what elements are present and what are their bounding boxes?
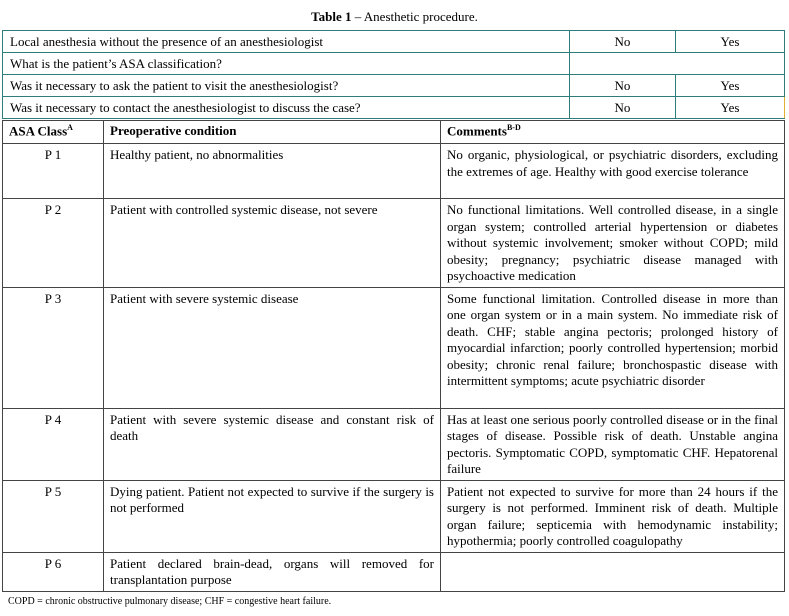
asa-class-cell: P 3 (3, 287, 104, 408)
question-row (3, 75, 785, 97)
answer-yes[interactable]: Yes (676, 31, 785, 53)
condition-cell: Patient with severe systemic disease and constant risk of death (104, 408, 441, 480)
answer-field[interactable] (570, 53, 785, 75)
condition-cell: Patient with controlled systemic disease, not severe (104, 199, 441, 288)
asa-table (2, 120, 785, 592)
table-title-label: Table 1 (311, 9, 352, 24)
table-row (3, 480, 785, 552)
question-text: Was it necessary to contact the anesthesiologist to discuss the case? (3, 97, 570, 119)
comments-cell (441, 552, 785, 591)
asa-class-cell: P 1 (3, 144, 104, 199)
header-asa-class: ASA Class$^A$ (3, 121, 104, 144)
question-row (3, 53, 785, 75)
table-row (3, 144, 785, 199)
answer-yes[interactable]: Yes (676, 97, 785, 119)
table-row (3, 199, 785, 288)
asa-class-cell: P 4 (3, 408, 104, 480)
answer-yes[interactable]: Yes (676, 75, 785, 97)
asa-class-cell: P 2 (3, 199, 104, 288)
comments-cell: No organic, physiological, or psychiatric disorders, excluding the extremes of age. Healthy with good exercise tolerance (441, 144, 785, 199)
question-row (3, 31, 785, 53)
asa-class-cell: P 5 (3, 480, 104, 552)
question-text: Local anesthesia without the presence of an anesthesiologist (3, 31, 570, 53)
table-title-text: – Anesthetic procedure. (351, 9, 478, 24)
answer-no[interactable]: No (570, 97, 676, 119)
condition-cell: Patient with severe systemic disease (104, 287, 441, 408)
header-comments: Comments$^{B-D}$ (441, 121, 785, 144)
table-title (0, 9, 789, 25)
condition-cell: Healthy patient, no abnormalities (104, 144, 441, 199)
question-table (2, 30, 785, 119)
asa-header-row (3, 121, 785, 144)
question-row (3, 97, 785, 119)
table-row (3, 552, 785, 591)
condition-cell: Dying patient. Patient not expected to survive if the surgery is not performed (104, 480, 441, 552)
question-text: What is the patient’s ASA classification? (3, 53, 570, 75)
header-preoperative-condition: Preoperative condition (104, 121, 441, 144)
answer-no[interactable]: No (570, 31, 676, 53)
asa-class-cell: P 6 (3, 552, 104, 591)
condition-cell: Patient declared brain-dead, organs will removed for transplantation purpose (104, 552, 441, 591)
comments-cell: No functional limitations. Well controlled disease, in a single organ system; controlled arterial hypertension or diabetes without systemic involvement; smoker without COPD; mild obesity; pregnancy; psychiatric disease managed with psychoactive medication (441, 199, 785, 288)
table-row (3, 287, 785, 408)
comments-cell: Some functional limitation. Controlled disease in more than one organ system or in a main system. No immediate risk of death. CHF; stable angina pectoris; prolonged history of myocardial infarction; poorly controlled hypertension; morbid obesity; chronic renal failure; bronchospastic disease with intermittent symptoms; acute psychiatric disorder (441, 287, 785, 408)
question-text: Was it necessary to ask the patient to visit the anesthesiologist? (3, 75, 570, 97)
table-row (3, 408, 785, 480)
comments-cell: Patient not expected to survive for more than 24 hours if the surgery is not performed. Imminent risk of death. Multiple organ failure; septicemia with hemodynamic instability; hypothermia; poorly controlled coagulopathy (441, 480, 785, 552)
answer-no[interactable]: No (570, 75, 676, 97)
footnote: COPD = chronic obstructive pulmonary disease; CHF = congestive heart failure. (8, 596, 332, 607)
comments-cell: Has at least one serious poorly controlled disease or in the final stages of disease. Possible risk of death. Unstable angina pectoris. Symptomatic COPD, symptomatic CHF. Hepatorenal failure (441, 408, 785, 480)
